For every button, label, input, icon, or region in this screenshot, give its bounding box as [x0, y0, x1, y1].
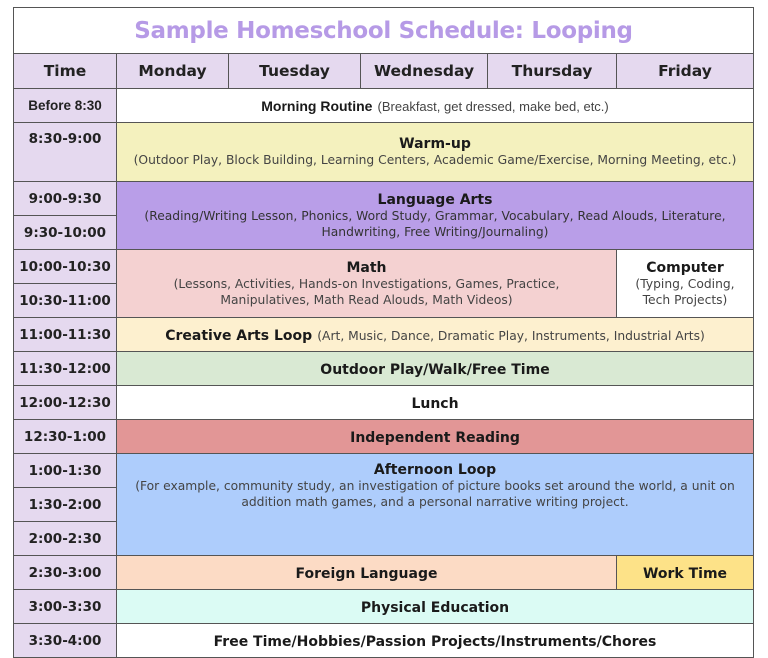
activity-title: Foreign Language — [295, 566, 438, 582]
activity-description: (Lessons, Activities, Hands-on Investigations, Games, Practice, Manipulatives, Math Read Alouds, Math Videos) — [173, 276, 560, 307]
time-slot: 11:00-11:30 — [14, 318, 117, 352]
activity-description: (Reading/Writing Lesson, Phonics, Word Study, Grammar, Vocabulary, Read Alouds, Literature, Handwriting, Free Writing/Journaling) — [144, 208, 726, 239]
activity-lunch — [117, 386, 754, 420]
activity-outdoor-play — [117, 352, 754, 386]
activity-description: (For example, community study, an investigation of picture books set around the world, a unit on addition math games, and a personal narrative writing project. — [135, 479, 735, 509]
time-slot: 3:00-3:30 — [14, 590, 117, 624]
time-slot: 1:00-1:30 — [14, 454, 117, 488]
time-slot: 12:00-12:30 — [14, 386, 117, 420]
table-row — [14, 386, 754, 420]
time-slot: 3:30-4:00 — [14, 624, 117, 658]
time-slot: 9:30-10:00 — [14, 216, 117, 250]
time-slot: 12:30-1:00 — [14, 420, 117, 454]
page-title: Sample Homeschool Schedule: Looping — [14, 8, 754, 54]
table-row — [14, 556, 754, 590]
activity-title: Warm-up — [399, 136, 471, 152]
activity-title: Free Time/Hobbies/Passion Projects/Instruments/Chores — [213, 634, 657, 650]
table-row — [14, 123, 754, 182]
time-slot: 10:30-11:00 — [14, 284, 117, 318]
table-row — [14, 89, 754, 123]
column-header-friday: Friday — [617, 54, 754, 89]
activity-description: (Breakfast, get dressed, make bed, etc.) — [377, 99, 609, 114]
activity-creative-arts-loop — [117, 318, 754, 352]
table-row — [14, 420, 754, 454]
activity-title: Morning Routine — [261, 98, 373, 114]
activity-title: Language Arts — [377, 191, 493, 208]
activity-title: Computer — [646, 259, 724, 276]
time-slot: 8:30-9:00 — [14, 123, 117, 182]
activity-title: Math — [346, 259, 387, 276]
activity-title: Creative Arts Loop — [165, 328, 313, 344]
table-row — [14, 590, 754, 624]
activity-afternoon-loop — [117, 454, 754, 556]
activity-physical-education — [117, 590, 754, 624]
activity-title: Work Time — [642, 566, 728, 582]
column-header-wednesday: Wednesday — [361, 54, 488, 89]
activity-title: Physical Education — [360, 600, 510, 616]
activity-math — [117, 250, 617, 318]
column-header-monday: Monday — [117, 54, 229, 89]
column-header-tuesday: Tuesday — [229, 54, 361, 89]
activity-description: (Outdoor Play, Block Building, Learning Centers, Academic Game/Exercise, Morning Meeting, etc.) — [133, 153, 737, 167]
table-row — [14, 624, 754, 658]
activity-title: Lunch — [411, 396, 459, 412]
table-row — [14, 352, 754, 386]
column-header-time: Time — [14, 54, 117, 89]
activity-morning-routine — [117, 89, 754, 123]
activity-independent-reading — [117, 420, 754, 454]
time-slot: 9:00-9:30 — [14, 182, 117, 216]
activity-foreign-language — [117, 556, 617, 590]
table-row — [14, 454, 754, 488]
column-header-thursday: Thursday — [488, 54, 617, 89]
time-slot: 2:00-2:30 — [14, 522, 117, 556]
activity-computer — [617, 250, 754, 318]
activity-language-arts — [117, 182, 754, 250]
activity-title: Independent Reading — [350, 430, 520, 446]
time-slot: 11:30-12:00 — [14, 352, 117, 386]
time-slot: Before 8:30 — [14, 89, 117, 123]
activity-description: (Art, Music, Dance, Dramatic Play, Instruments, Industrial Arts) — [317, 329, 705, 343]
activity-title: Outdoor Play/Walk/Free Time — [320, 362, 550, 378]
table-row — [14, 318, 754, 352]
table-row — [14, 250, 754, 284]
table-row — [14, 182, 754, 216]
schedule-table — [13, 7, 754, 658]
activity-title: Afternoon Loop — [373, 462, 497, 478]
time-slot: 1:30-2:00 — [14, 488, 117, 522]
time-slot: 2:30-3:00 — [14, 556, 117, 590]
activity-description: (Typing, Coding, Tech Projects) — [635, 276, 735, 307]
activity-warmup — [117, 123, 754, 182]
activity-free-time — [117, 624, 754, 658]
time-slot: 10:00-10:30 — [14, 250, 117, 284]
activity-work-time — [617, 556, 754, 590]
